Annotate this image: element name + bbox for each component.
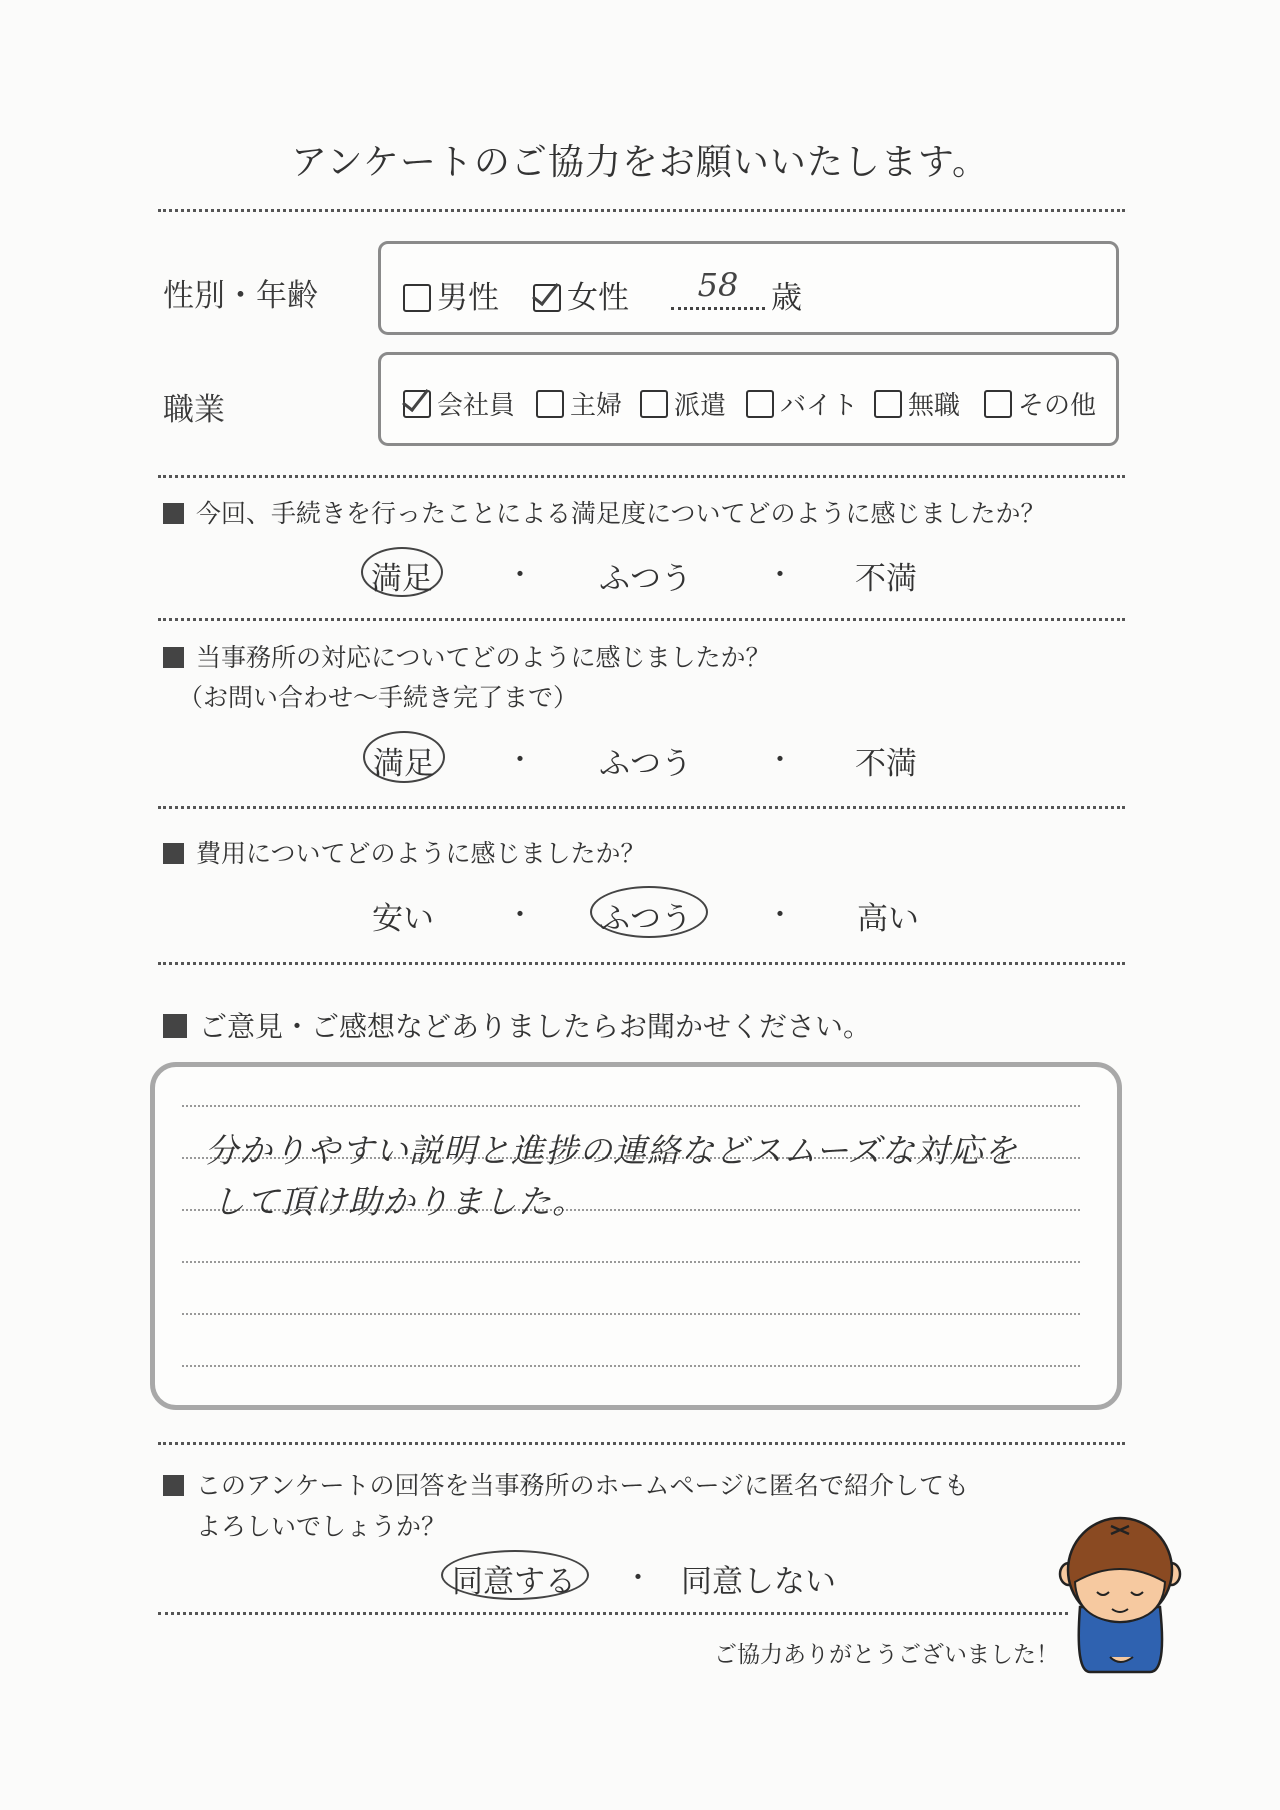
comments-box[interactable] bbox=[150, 1062, 1122, 1410]
male-label: 男性 bbox=[437, 280, 499, 316]
consent-question-line-1: このアンケートの回答を当事務所のホームページに匿名で紹介しても bbox=[196, 1471, 970, 1500]
age-unit: 歳 bbox=[771, 280, 802, 316]
separator: ・ bbox=[766, 898, 795, 931]
square-bullet-icon bbox=[163, 1475, 184, 1496]
q2-choice-normal[interactable]: ふつう bbox=[599, 746, 692, 782]
comments-prompt-text: ご意見・ご感想などありましたらお聞かせください。 bbox=[199, 1010, 872, 1043]
age-field[interactable]: 58 bbox=[671, 266, 765, 310]
occupation-label: 職業 bbox=[163, 392, 225, 428]
part-time-checkbox[interactable] bbox=[746, 390, 774, 418]
female-label: 女性 bbox=[567, 280, 629, 316]
question-1 bbox=[163, 494, 1046, 530]
consent-disagree[interactable]: 同意しない bbox=[681, 1564, 836, 1600]
square-bullet-icon bbox=[163, 843, 184, 864]
dispatch-checkbox[interactable] bbox=[640, 390, 668, 418]
separator: ・ bbox=[506, 743, 535, 776]
separator: ・ bbox=[766, 743, 795, 776]
occupation-option-label: バイト bbox=[780, 391, 859, 421]
occupation-housewife[interactable] bbox=[536, 385, 622, 422]
question-2-subtext: （お問い合わせ〜手続き完了まで） bbox=[178, 683, 579, 712]
q1-choice-normal[interactable]: ふつう bbox=[599, 561, 692, 597]
comment-rule bbox=[182, 1313, 1080, 1315]
consent-agree[interactable]: 同意する bbox=[452, 1564, 576, 1600]
occupation-option-label: その他 bbox=[1018, 391, 1097, 421]
occupation-other[interactable] bbox=[984, 385, 1096, 422]
divider-dotted bbox=[158, 962, 1125, 965]
occupation-option-label: 主婦 bbox=[570, 391, 623, 421]
separator: ・ bbox=[766, 558, 795, 591]
divider-dotted bbox=[158, 1612, 1068, 1615]
square-bullet-icon bbox=[163, 647, 184, 668]
question-2 bbox=[163, 638, 771, 674]
separator: ・ bbox=[506, 558, 535, 591]
occupation-box bbox=[378, 352, 1119, 446]
square-bullet-icon bbox=[163, 503, 184, 524]
comments-prompt bbox=[163, 1005, 871, 1045]
occupation-option-label: 派遣 bbox=[674, 391, 727, 421]
q1-choice-satisfied[interactable]: 満足 bbox=[371, 561, 433, 597]
divider-dotted bbox=[158, 1442, 1125, 1445]
question-3 bbox=[163, 834, 646, 870]
q3-choice-cheap[interactable]: 安い bbox=[372, 901, 434, 937]
question-1-text: 今回、手続きを行ったことによる満足度についてどのように感じましたか？ bbox=[196, 499, 1046, 528]
occupation-part-time[interactable] bbox=[746, 385, 858, 422]
gender-age-box bbox=[378, 241, 1119, 335]
comment-handwritten-line-1: 分かりやすい説明と進捗の連絡などスムーズな対応を bbox=[205, 1131, 1018, 1170]
q2-choice-satisfied[interactable]: 満足 bbox=[373, 746, 435, 782]
comment-rule bbox=[182, 1105, 1080, 1107]
male-checkbox[interactable] bbox=[403, 284, 431, 312]
question-3-text: 費用についてどのように感じましたか？ bbox=[196, 839, 646, 868]
bowing-character-illustration bbox=[1055, 1512, 1185, 1674]
company-employee-checkbox[interactable] bbox=[403, 390, 431, 418]
thanks-message: ご協力ありがとうございました！ bbox=[714, 1642, 1059, 1668]
housewife-checkbox[interactable] bbox=[536, 390, 564, 418]
divider-dotted bbox=[158, 806, 1125, 809]
occupation-company-employee[interactable] bbox=[403, 385, 515, 422]
divider-dotted bbox=[158, 475, 1125, 478]
page-title: アンケートのご協力をお願いいたします。 bbox=[291, 142, 989, 183]
other-checkbox[interactable] bbox=[984, 390, 1012, 418]
separator: ・ bbox=[624, 1561, 653, 1594]
divider-dotted bbox=[158, 209, 1125, 212]
comment-handwritten-line-2: して頂け助かりました。 bbox=[212, 1182, 586, 1221]
occupation-option-label: 会社員 bbox=[437, 391, 516, 421]
unemployed-checkbox[interactable] bbox=[874, 390, 902, 418]
female-checkbox[interactable] bbox=[533, 284, 561, 312]
occupation-unemployed[interactable] bbox=[874, 385, 960, 422]
comment-rule bbox=[182, 1365, 1080, 1367]
female-option[interactable] bbox=[533, 272, 629, 317]
divider-dotted bbox=[158, 618, 1125, 621]
q3-choice-expensive[interactable]: 高い bbox=[857, 901, 919, 937]
q3-choice-normal[interactable]: ふつう bbox=[599, 901, 692, 937]
consent-question bbox=[163, 1466, 969, 1502]
occupation-dispatch[interactable] bbox=[640, 385, 726, 422]
q1-choice-dissatisfied[interactable]: 不満 bbox=[855, 561, 917, 597]
question-2-text: 当事務所の対応についてどのように感じましたか？ bbox=[196, 643, 771, 672]
bowing-person-icon bbox=[1060, 1518, 1180, 1672]
male-option[interactable] bbox=[403, 272, 499, 317]
separator: ・ bbox=[506, 898, 535, 931]
q2-choice-dissatisfied[interactable]: 不満 bbox=[855, 746, 917, 782]
comment-rule bbox=[182, 1261, 1080, 1263]
occupation-option-label: 無職 bbox=[908, 391, 961, 421]
gender-age-label: 性別・年齢 bbox=[163, 278, 318, 314]
square-bullet-icon bbox=[163, 1014, 187, 1038]
consent-question-line-2: よろしいでしょうか？ bbox=[196, 1512, 447, 1541]
